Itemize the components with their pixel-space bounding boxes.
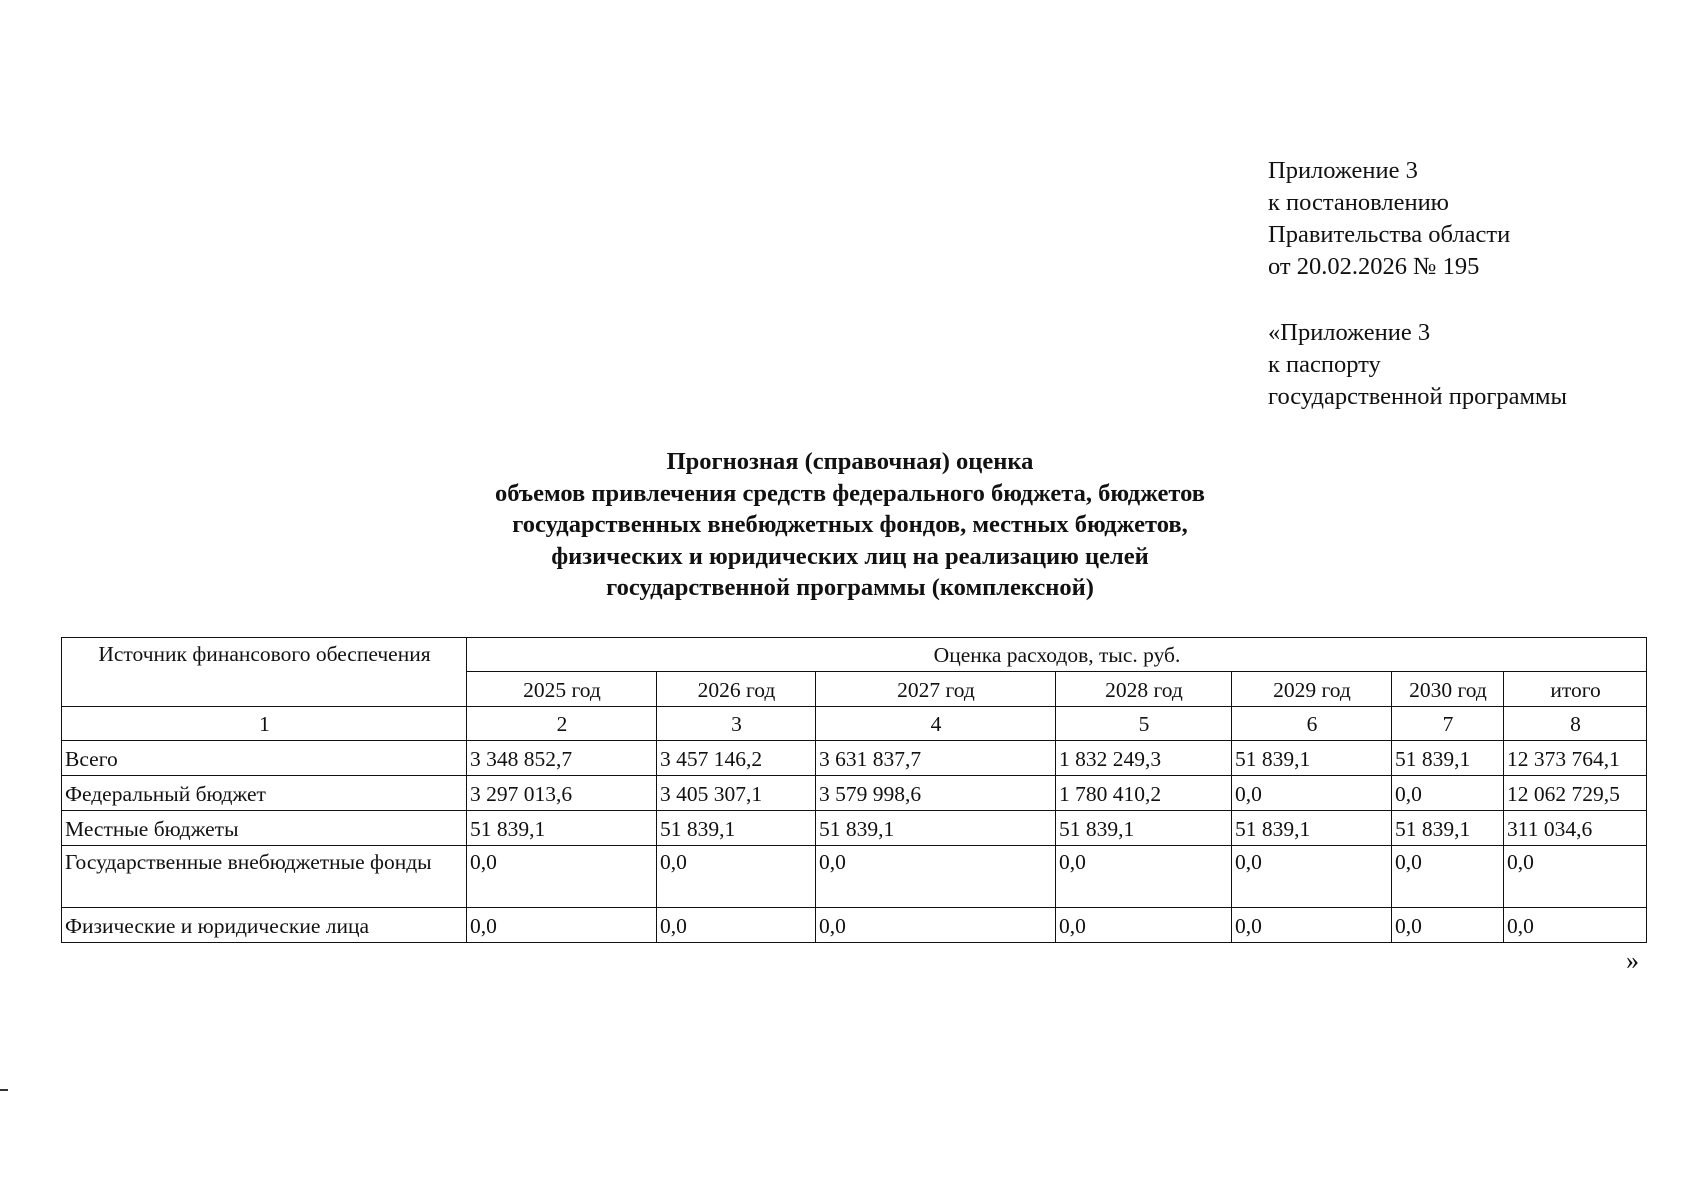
row-value: 0,0 [657, 908, 816, 943]
row-value: 3 579 998,6 [816, 776, 1056, 811]
row-value: 3 457 146,2 [657, 741, 816, 776]
budget-table [61, 637, 1647, 943]
source-header: Источник финансового обеспечения [62, 638, 467, 707]
title-line: объемов привлечения средств федерального бюджета, бюджетов [495, 479, 1205, 507]
title-line: Прогнозная (справочная) оценка [666, 448, 1034, 475]
row-value: 51 839,1 [1232, 811, 1392, 846]
row-value: 0,0 [657, 846, 816, 908]
row-total: 311 034,6 [1504, 811, 1647, 846]
row-value: 0,0 [816, 908, 1056, 943]
row-value: 0,0 [467, 908, 657, 943]
table-row [62, 908, 1647, 943]
total-header: итого [1504, 672, 1647, 707]
document-title [390, 446, 1310, 604]
title-line: физических и юридических лиц на реализацию целей [551, 542, 1149, 570]
row-source: Федеральный бюджет [62, 776, 467, 811]
row-value: 0,0 [1392, 846, 1504, 908]
table-row [62, 776, 1647, 811]
column-number: 1 [62, 707, 467, 741]
row-value: 51 839,1 [1392, 741, 1504, 776]
row-total: 12 062 729,5 [1504, 776, 1647, 811]
row-value: 51 839,1 [1392, 811, 1504, 846]
row-value: 0,0 [1232, 846, 1392, 908]
column-number: 3 [657, 707, 816, 741]
row-value: 51 839,1 [816, 811, 1056, 846]
passport-line: государственной программы [1268, 383, 1567, 410]
year-header: 2026 год [657, 672, 816, 707]
appendix-block [1268, 155, 1567, 413]
table-row [62, 846, 1647, 908]
row-value: 0,0 [816, 846, 1056, 908]
column-number: 7 [1392, 707, 1504, 741]
appendix-line: от 20.02.2026 № 195 [1268, 253, 1480, 280]
year-header: 2028 год [1056, 672, 1232, 707]
expense-header: Оценка расходов, тыс. руб. [467, 638, 1647, 672]
row-value: 0,0 [1392, 776, 1504, 811]
row-value: 51 839,1 [1232, 741, 1392, 776]
year-header: 2027 год [816, 672, 1056, 707]
row-source: Местные бюджеты [62, 811, 467, 846]
row-value: 51 839,1 [1056, 811, 1232, 846]
row-source: Государственные внебюджетные фонды [62, 846, 467, 908]
row-value: 3 631 837,7 [816, 741, 1056, 776]
row-value: 0,0 [1056, 908, 1232, 943]
row-value: 51 839,1 [657, 811, 816, 846]
row-value: 0,0 [1232, 776, 1392, 811]
row-value: 1 780 410,2 [1056, 776, 1232, 811]
row-source: Всего [62, 741, 467, 776]
appendix-line: к постановлению [1268, 189, 1449, 216]
row-total: 12 373 764,1 [1504, 741, 1647, 776]
appendix-line: Приложение 3 [1268, 157, 1418, 184]
row-value: 3 297 013,6 [467, 776, 657, 811]
row-value: 0,0 [1232, 908, 1392, 943]
passport-line: к паспорту [1268, 351, 1381, 378]
row-total: 0,0 [1504, 908, 1647, 943]
row-value: 3 348 852,7 [467, 741, 657, 776]
year-header: 2030 год [1392, 672, 1504, 707]
row-value: 0,0 [1392, 908, 1504, 943]
row-total: 0,0 [1504, 846, 1647, 908]
row-value: 51 839,1 [467, 811, 657, 846]
table-row [62, 811, 1647, 846]
passport-line: «Приложение 3 [1268, 319, 1431, 346]
scan-edge-mark [0, 1089, 8, 1091]
row-value: 0,0 [1056, 846, 1232, 908]
row-value: 1 832 249,3 [1056, 741, 1232, 776]
appendix-line: Правительства области [1268, 221, 1511, 248]
row-value: 0,0 [467, 846, 657, 908]
closing-quote: » [1626, 946, 1639, 975]
title-line: государственной программы (комплексной) [606, 574, 1094, 601]
column-number: 4 [816, 707, 1056, 741]
row-value: 3 405 307,1 [657, 776, 816, 811]
column-number: 6 [1232, 707, 1392, 741]
column-number: 8 [1504, 707, 1647, 741]
year-header: 2025 год [467, 672, 657, 707]
column-number: 5 [1056, 707, 1232, 741]
row-source: Физические и юридические лица [62, 908, 467, 943]
table-row [62, 741, 1647, 776]
year-header: 2029 год [1232, 672, 1392, 707]
column-number: 2 [467, 707, 657, 741]
title-line: государственных внебюджетных фондов, местных бюджетов, [512, 511, 1188, 538]
